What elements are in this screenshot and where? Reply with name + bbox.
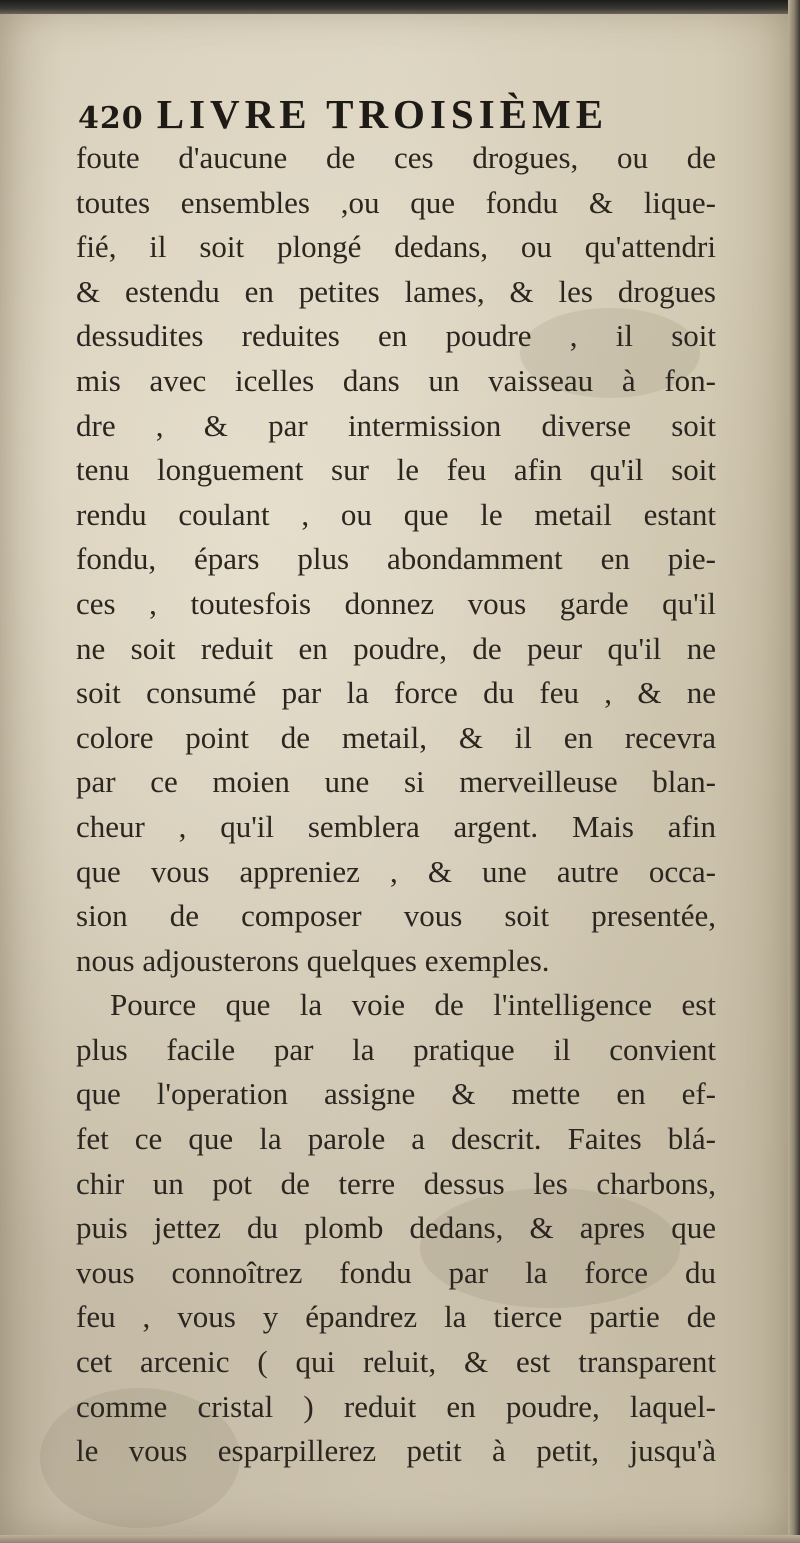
text-line: sion de composer vous soit presentée, bbox=[76, 898, 716, 934]
text-line: soit consumé par la force du feu , & ne bbox=[76, 675, 716, 711]
text-line: ne soit reduit en poudre, de peur qu'il ne bbox=[76, 630, 716, 666]
text-line: cet arcenic ( qui reluit, & est transparent bbox=[76, 1344, 716, 1380]
text-line: mis avec icelles dans un vaisseau à fon- bbox=[76, 362, 716, 398]
text-line: toutes ensembles ,ou que fondu & lique- bbox=[76, 184, 716, 220]
text-line: rendu coulant , ou que le metail estant bbox=[76, 496, 716, 532]
text-line: fet ce que la parole a descrit. Faites blá- bbox=[76, 1121, 716, 1157]
scan-top-shadow bbox=[0, 0, 800, 14]
text-line: cheur , qu'il semblera argent. Mais afin bbox=[76, 808, 716, 844]
text-line: feu , vous y épandrez la tierce partie de bbox=[76, 1299, 716, 1335]
text-line: vous connoîtrez fondu par la force du bbox=[76, 1254, 716, 1290]
text-line: ces , toutesfois donnez vous garde qu'il bbox=[76, 585, 716, 621]
page-bottom-edge bbox=[0, 1535, 800, 1543]
paragraph-start-line: Pource que la voie de l'intelligence est bbox=[110, 987, 716, 1023]
text-line: fié, il soit plongé dedans, ou qu'attendri bbox=[76, 229, 716, 265]
page-header bbox=[78, 90, 678, 138]
text-line: que l'operation assigne & mette en ef- bbox=[76, 1076, 716, 1112]
body-text bbox=[76, 136, 716, 1474]
text-line: comme cristal ) reduit en poudre, laquel- bbox=[76, 1388, 716, 1424]
text-line: colore point de metail, & il en recevra bbox=[76, 719, 716, 755]
text-line: dessudites reduites en poudre , il soit bbox=[76, 318, 716, 354]
running-title: LIVRE TROISIÈME bbox=[156, 91, 609, 137]
text-line: nous adjousterons quelques exemples. bbox=[76, 942, 550, 978]
text-line: foute d'aucune de ces drogues, ou de bbox=[76, 140, 716, 175]
text-line: chir un pot de terre dessus les charbons, bbox=[76, 1165, 716, 1201]
text-line: le vous esparpillerez petit à petit, jusqu'à bbox=[76, 1433, 716, 1469]
text-line: plus facile par la pratique il convient bbox=[76, 1031, 716, 1067]
text-line: dre , & par intermission diverse soit bbox=[76, 407, 716, 443]
text-line: fondu, épars plus abondamment en pie- bbox=[76, 541, 716, 577]
text-line: & estendu en petites lames, & les drogues bbox=[76, 273, 716, 309]
book-page bbox=[0, 8, 790, 1538]
text-line: puis jettez du plomb dedans, & apres que bbox=[76, 1210, 716, 1246]
page-right-edge bbox=[788, 0, 800, 1543]
page-number: 420 bbox=[78, 101, 144, 136]
text-line: par ce moien une si merveilleuse blan- bbox=[76, 764, 716, 800]
text-line: tenu longuement sur le feu afin qu'il soit bbox=[76, 452, 716, 488]
text-line: que vous appreniez , & une autre occa- bbox=[76, 853, 716, 889]
